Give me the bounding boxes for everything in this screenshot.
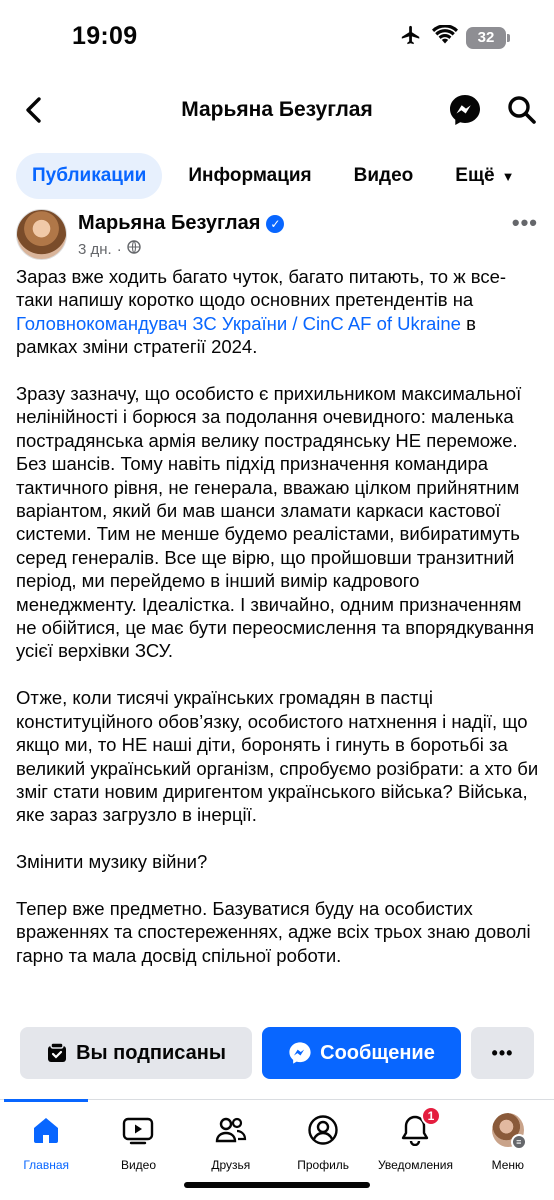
- tab-more[interactable]: [439, 153, 530, 199]
- status-time: 19:09: [72, 22, 138, 50]
- post-options-button[interactable]: •••: [511, 210, 538, 235]
- post-paragraph: Зразу зазначу, що особисто є прихильником максимальної нелінійності і борюся за подолання очевидного: маленька пострадянська армія велику пострадянську НЕ переможе. Без шансів. Тому навіть підхід призначення командира тактичного рівня, не генерала, вважаю цілком прийнятним варіантом, який би мав шанси зламати каркаси кастової системи. Тим не менше будемо реалістами, вибиратимуть серед генералів. Все ще вірю, що пройшовши транзитний період, ми перейдемо в інший вимір кадрового менеджменту. Ідеалістка. І звичайно, одним призначенням не обійтися, це має бути переосмислення та впорядкування усієї верхівки ЗСУ.: [16, 383, 535, 662]
- post-paragraph: Змінити музику війни?: [16, 851, 208, 873]
- post-paragraph: Тепер вже предметно. Базуватися буду на особистих враженнях та спостереженнях, адже всіх трьох знаю доволі гарно та мала досвід спільної роботи.: [16, 897, 531, 966]
- caret-down-icon: ▼: [501, 168, 515, 184]
- home-indicator: [184, 1182, 370, 1188]
- page-title: Марьяна Безуглая: [181, 98, 373, 121]
- notification-badge: 1: [421, 1106, 441, 1126]
- verified-badge-icon: ✓: [266, 215, 284, 233]
- post-link-page[interactable]: Головнокомандувач ЗС України / CinC AF of Ukraine: [16, 312, 461, 334]
- video-icon: [122, 1114, 154, 1146]
- friends-icon: [215, 1114, 247, 1146]
- nav-item-video[interactable]: [92, 1100, 184, 1180]
- author-avatar[interactable]: [16, 209, 67, 260]
- header: [0, 82, 554, 138]
- menu-avatar: [492, 1113, 524, 1147]
- nav-label: Уведомления: [377, 1158, 453, 1172]
- post-author-name: Марьяна Безуглая: [78, 212, 261, 234]
- nav-item-friends[interactable]: [185, 1100, 277, 1180]
- nav-item-home[interactable]: [0, 1100, 92, 1180]
- post-text: в рамках зміни стратегії 2024.: [16, 312, 476, 358]
- nav-label: Меню: [491, 1158, 525, 1172]
- separator-dot: ·: [116, 240, 122, 258]
- post-paragraph: Отже, коли тисячі українських громадян в пастці конституційного обов’язку, особистого натхнення і надії, що якщо ми, то НЕ наші діти, боронять і гинуть в боротьбі за великий український організм, спробуємо розібрати: а хто би зміг стати новим диригентом українського війська? Війська, яке зараз загрузло в інерції.: [16, 687, 539, 826]
- more-actions-button[interactable]: •••: [471, 1027, 534, 1079]
- profile-actions: [20, 1027, 534, 1079]
- messenger-icon: [288, 1041, 312, 1065]
- message-button[interactable]: [262, 1027, 461, 1079]
- post-meta: [78, 240, 141, 258]
- search-button[interactable]: [506, 94, 538, 126]
- wifi-icon: [432, 25, 458, 50]
- nav-label: Видео: [120, 1158, 157, 1172]
- messenger-icon[interactable]: [448, 93, 482, 127]
- nav-item-menu[interactable]: [462, 1100, 554, 1180]
- globe-icon: [127, 240, 141, 258]
- nav-label: Профиль: [297, 1158, 350, 1172]
- menu-avatar-icon: [492, 1114, 524, 1146]
- nav-item-notifications[interactable]: [369, 1100, 461, 1180]
- menu-lines-icon: ≡: [511, 1134, 527, 1150]
- profile-icon: [307, 1114, 339, 1146]
- tab-information[interactable]: Информация: [188, 165, 312, 186]
- post-body: [16, 265, 542, 991]
- post-author[interactable]: [78, 212, 284, 235]
- home-icon: [30, 1114, 62, 1146]
- tab-more-label: Ещё: [455, 165, 495, 186]
- subscribed-label: Вы подписаны: [76, 1041, 226, 1064]
- post-paragraph: [16, 265, 542, 359]
- tab-video[interactable]: Видео: [353, 165, 414, 186]
- post-header: [16, 206, 538, 264]
- battery-icon: 32: [466, 27, 506, 49]
- profile-tabs: [16, 152, 538, 200]
- status-icons: [398, 24, 506, 51]
- subscribed-button[interactable]: [20, 1027, 252, 1079]
- nav-label: Друзья: [211, 1158, 251, 1172]
- search-icon: [506, 94, 538, 126]
- nav-item-profile[interactable]: [277, 1100, 369, 1180]
- post-text: Зараз вже ходить багато чуток, багато питають, то ж все-таки напишу коротко щодо основних претендентів на: [16, 266, 507, 311]
- nav-label: Главная: [23, 1158, 69, 1172]
- message-label: Сообщение: [320, 1041, 435, 1064]
- subscribed-icon: [46, 1042, 68, 1064]
- tab-publications[interactable]: Публикации: [16, 153, 162, 199]
- post-time[interactable]: 3 дн.: [78, 240, 112, 258]
- status-bar: [0, 0, 554, 76]
- bottom-nav: [0, 1099, 554, 1200]
- airplane-icon: [398, 24, 424, 51]
